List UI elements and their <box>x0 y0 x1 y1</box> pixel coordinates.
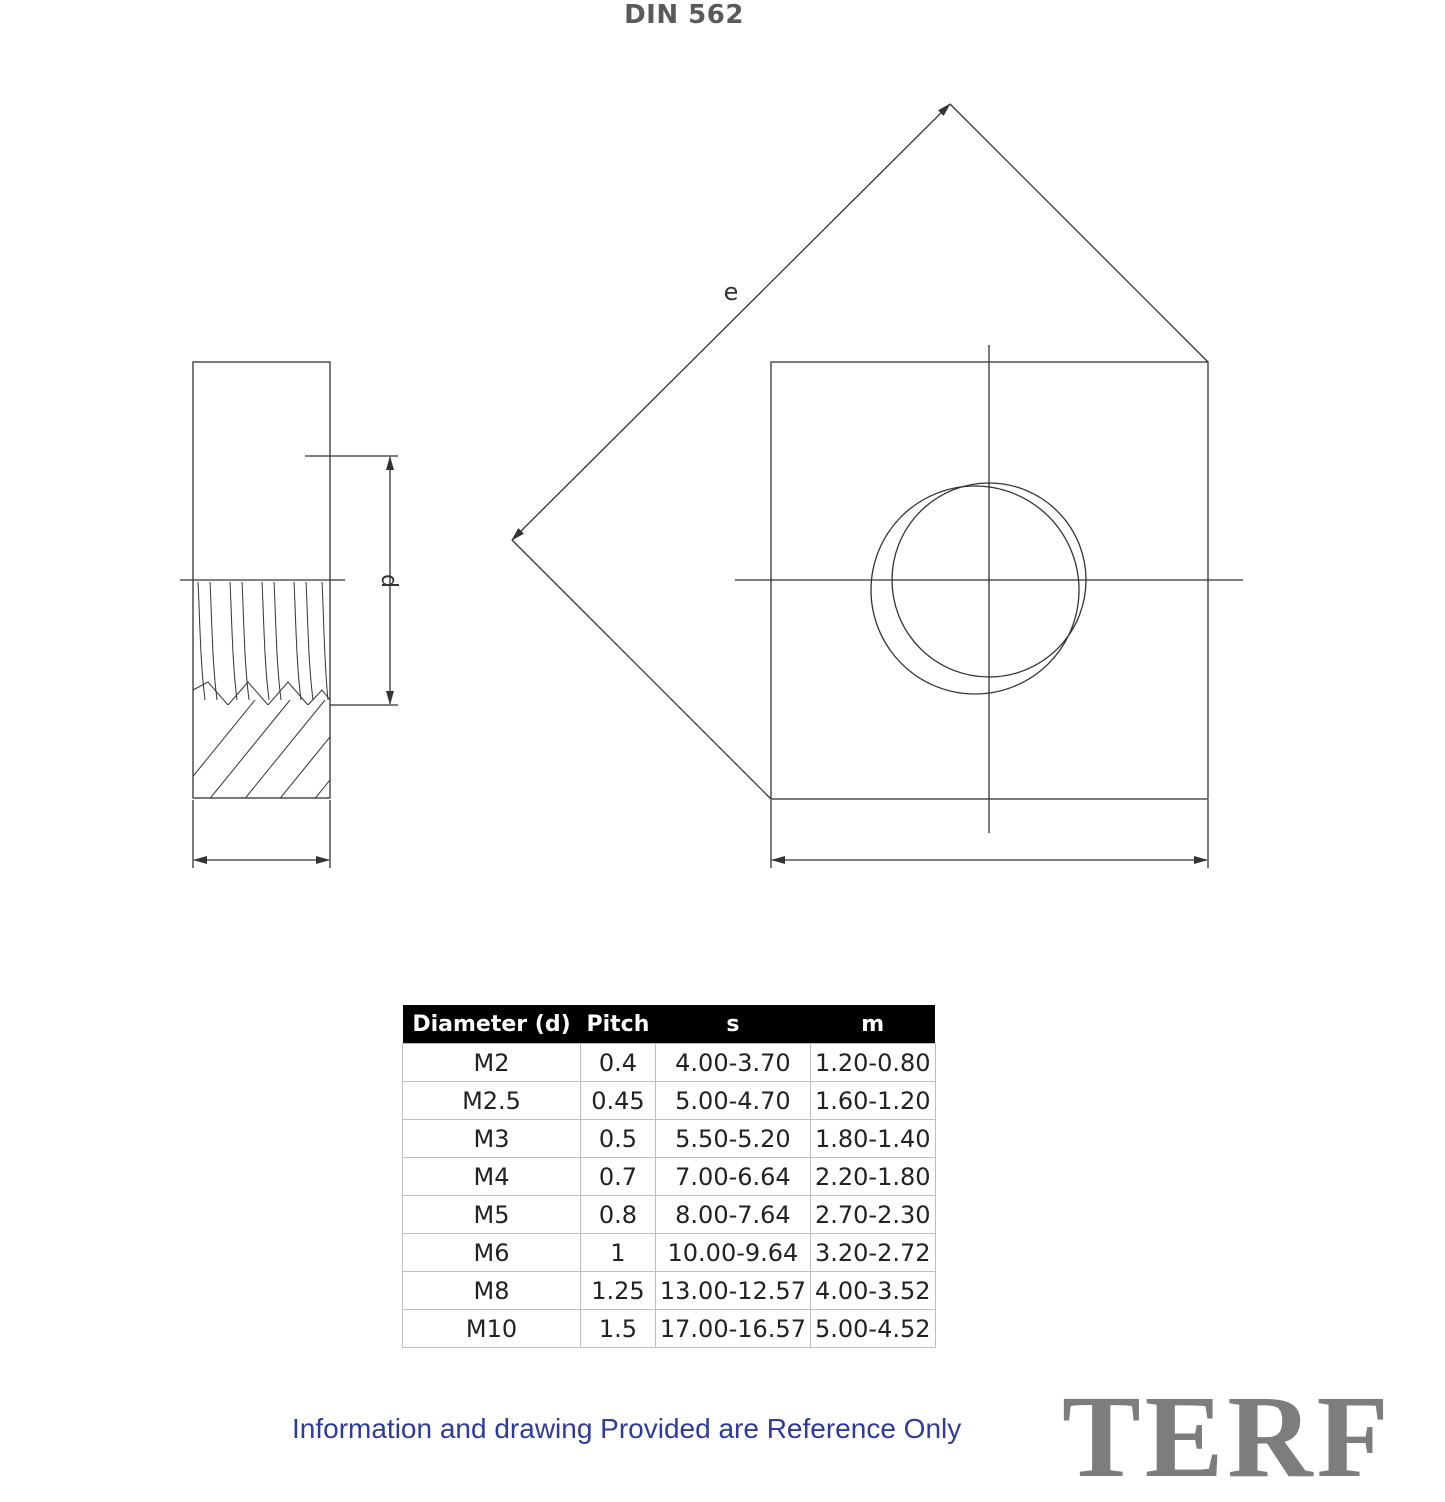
cell-diameter: M4 <box>403 1158 581 1196</box>
cell-m: 1.80-1.40 <box>810 1120 935 1158</box>
cell-diameter: M2 <box>403 1044 581 1082</box>
table-row <box>403 1158 936 1196</box>
header-s: s <box>655 1005 810 1044</box>
cell-s: 7.00-6.64 <box>655 1158 810 1196</box>
cell-m: 2.20-1.80 <box>810 1158 935 1196</box>
cell-pitch: 0.7 <box>581 1158 656 1196</box>
cell-s: 17.00-16.57 <box>655 1310 810 1348</box>
cell-diameter: M2.5 <box>403 1082 581 1120</box>
cell-m: 3.20-2.72 <box>810 1234 935 1272</box>
table-row <box>403 1272 936 1310</box>
thread-outer-circle <box>871 486 1079 694</box>
table-header-row <box>403 1005 936 1044</box>
cell-pitch: 0.5 <box>581 1120 656 1158</box>
table-row <box>403 1196 936 1234</box>
cell-pitch: 0.8 <box>581 1196 656 1234</box>
cell-pitch: 0.4 <box>581 1044 656 1082</box>
cell-diameter: M6 <box>403 1234 581 1272</box>
cell-pitch: 1 <box>581 1234 656 1272</box>
cell-m: 5.00-4.52 <box>810 1310 935 1348</box>
e-ext-left <box>512 540 771 799</box>
cell-pitch: 1.5 <box>581 1310 656 1348</box>
cell-m: 4.00-3.52 <box>810 1272 935 1310</box>
cell-diameter: M10 <box>403 1310 581 1348</box>
table-row <box>403 1234 936 1272</box>
e-ext-right <box>950 104 1208 362</box>
cell-s: 8.00-7.64 <box>655 1196 810 1234</box>
header-pitch: Pitch <box>581 1005 656 1044</box>
header-m: m <box>810 1005 935 1044</box>
cell-s: 5.00-4.70 <box>655 1082 810 1120</box>
thread-profile <box>193 582 330 705</box>
cell-pitch: 1.25 <box>581 1272 656 1310</box>
header-diameter: Diameter (d) <box>403 1005 581 1044</box>
table-row <box>403 1044 936 1082</box>
table-row <box>403 1120 936 1158</box>
cell-s: 4.00-3.70 <box>655 1044 810 1082</box>
cell-diameter: M8 <box>403 1272 581 1310</box>
cell-s: 13.00-12.57 <box>655 1272 810 1310</box>
cell-m: 2.70-2.30 <box>810 1196 935 1234</box>
table-row <box>403 1310 936 1348</box>
section-hatch <box>125 700 430 860</box>
table-row <box>403 1082 936 1120</box>
front-view <box>512 104 1243 868</box>
cell-m: 1.20-0.80 <box>810 1044 935 1082</box>
e-dimension-line <box>512 104 950 540</box>
cell-m: 1.60-1.20 <box>810 1082 935 1120</box>
cell-pitch: 0.45 <box>581 1082 656 1120</box>
drawing-title: DIN 562 <box>624 0 744 30</box>
disclaimer-text: Information and drawing Provided are Reference Only <box>292 1413 962 1444</box>
d-label: d <box>376 574 401 588</box>
cell-s: 10.00-9.64 <box>655 1234 810 1272</box>
cell-diameter: M5 <box>403 1196 581 1234</box>
brand-logo: TERF <box>1062 1371 1393 1502</box>
e-label: e <box>723 278 739 306</box>
cell-diameter: M3 <box>403 1120 581 1158</box>
spec-table <box>402 1005 936 1348</box>
side-view <box>125 362 430 868</box>
cell-s: 5.50-5.20 <box>655 1120 810 1158</box>
